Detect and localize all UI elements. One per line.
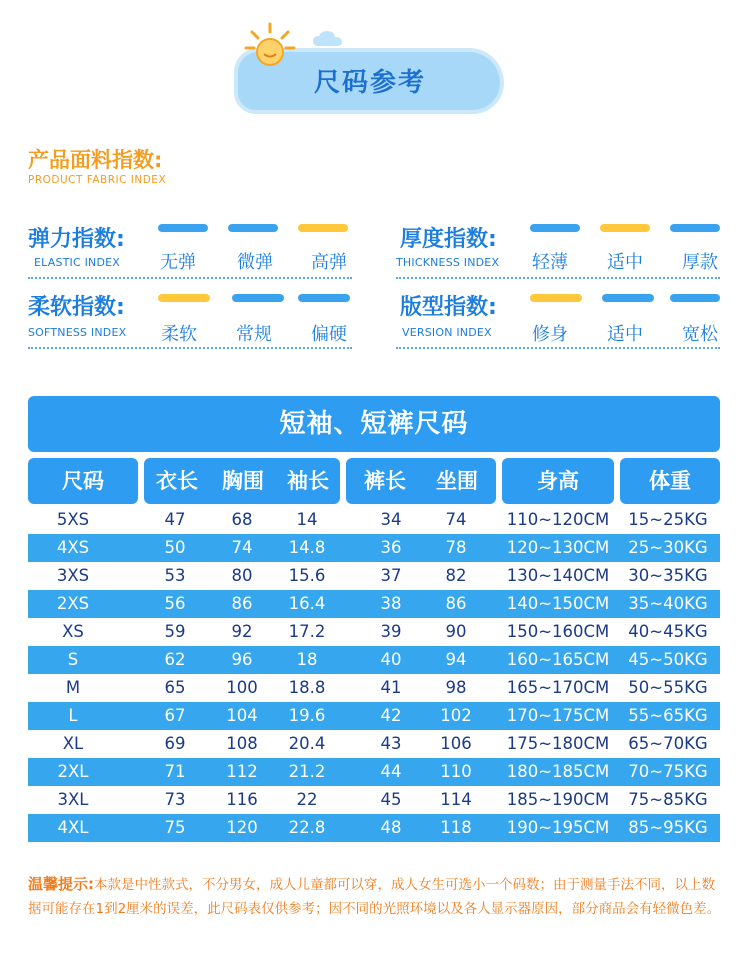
table-cell: 116 <box>226 790 258 809</box>
header-chest: 胸围 <box>222 469 264 493</box>
header-length: 衣长 <box>156 469 198 493</box>
table-cell: 22.8 <box>288 818 326 837</box>
table-cell: S <box>67 650 79 669</box>
table-cell: 140~150CM <box>506 594 610 613</box>
table-cell: 86 <box>231 594 253 613</box>
table-cell: 3XS <box>56 566 90 585</box>
table-cell: 165~170CM <box>506 678 610 697</box>
table-cell: 74 <box>231 538 253 557</box>
table-cell: 130~140CM <box>506 566 610 585</box>
dotted-divider <box>396 347 720 349</box>
table-cell: 47 <box>164 510 186 529</box>
table-row <box>28 730 720 758</box>
table-cell: 38 <box>380 594 402 613</box>
table-cell: 190~195CM <box>506 818 610 837</box>
table-cell: 50~55KG <box>628 678 708 697</box>
table-cell: 112 <box>226 762 258 781</box>
index-bar-selected <box>600 224 650 232</box>
table-cell: 34 <box>380 510 402 529</box>
table-cell: 2XS <box>56 594 90 613</box>
table-cell: 90 <box>445 622 467 641</box>
table-cell: 110 <box>440 762 472 781</box>
table-cell: M <box>65 678 81 697</box>
table-cell: 100 <box>226 678 258 697</box>
index-english: ELASTIC INDEX <box>34 256 121 269</box>
table-cell: 82 <box>445 566 467 585</box>
table-cell: 75 <box>164 818 186 837</box>
index-bar-selected <box>530 294 582 302</box>
table-cell: 45~50KG <box>628 650 708 669</box>
index-option: 高弹 <box>311 252 347 273</box>
index-bar <box>602 294 654 302</box>
table-cell: 39 <box>380 622 402 641</box>
table-cell: 30~35KG <box>628 566 708 585</box>
index-bar-selected <box>298 224 348 232</box>
table-cell: L <box>68 706 78 725</box>
table-cell: 68 <box>231 510 253 529</box>
table-cell: 37 <box>380 566 402 585</box>
table-cell: 78 <box>445 538 467 557</box>
tips-text: 本款是中性款式，不分男女，成人儿童都可以穿，成人女生可选小一个码数；由于测量手法不同，以上数据可能存在1到2厘米的误差，此尺码表仅供参考；因不同的光照环境以及各人显示器原因，部分商品会有轻微色差。 <box>28 877 721 917</box>
index-option: 适中 <box>607 324 643 345</box>
dotted-divider <box>28 277 352 279</box>
table-row <box>28 814 720 842</box>
dotted-divider <box>396 277 720 279</box>
table-cell: 75~85KG <box>628 790 708 809</box>
table-cell: 185~190CM <box>506 790 610 809</box>
table-cell: 71 <box>164 762 186 781</box>
table-cell: 56 <box>164 594 186 613</box>
table-cell: 170~175CM <box>506 706 610 725</box>
header-pants-length: 裤长 <box>364 469 406 493</box>
table-row <box>28 506 720 534</box>
table-cell: 14 <box>296 510 318 529</box>
table-cell: 25~30KG <box>628 538 708 557</box>
table-cell: 180~185CM <box>506 762 610 781</box>
table-cell: 92 <box>231 622 253 641</box>
table-cell: 2XL <box>57 762 89 781</box>
table-row <box>28 618 720 646</box>
table-cell: 110~120CM <box>506 510 610 529</box>
index-bar <box>298 294 350 302</box>
index-label: 柔软指数: <box>28 295 125 320</box>
table-row <box>28 786 720 814</box>
index-english: THICKNESS INDEX <box>396 256 500 269</box>
index-option: 厚款 <box>682 252 718 273</box>
table-cell: 120 <box>226 818 258 837</box>
table-row <box>28 674 720 702</box>
cloud-icon <box>312 30 346 48</box>
index-option: 轻薄 <box>532 252 568 273</box>
index-bar <box>158 224 208 232</box>
table-row <box>28 534 720 562</box>
table-cell: 18 <box>296 650 318 669</box>
table-cell: 15~25KG <box>628 510 708 529</box>
table-cell: 67 <box>164 706 186 725</box>
table-cell: 4XS <box>56 538 90 557</box>
table-row <box>28 702 720 730</box>
index-label: 版型指数: <box>400 295 497 320</box>
table-cell: 65~70KG <box>628 734 708 753</box>
table-cell: 175~180CM <box>506 734 610 753</box>
table-cell: 108 <box>226 734 258 753</box>
table-cell: 55~65KG <box>628 706 708 725</box>
fabric-index-subtitle: PRODUCT FABRIC INDEX <box>28 174 167 186</box>
index-english: VERSION INDEX <box>402 326 492 339</box>
table-cell: 20.4 <box>288 734 326 753</box>
table-cell: 15.6 <box>288 566 326 585</box>
table-row <box>28 758 720 786</box>
table-cell: 59 <box>164 622 186 641</box>
fabric-index-title: 产品面料指数: <box>28 148 163 172</box>
index-option: 柔软 <box>161 324 197 345</box>
table-cell: 21.2 <box>288 762 326 781</box>
table-cell: 48 <box>380 818 402 837</box>
table-cell: 44 <box>380 762 402 781</box>
index-label: 厚度指数: <box>400 227 497 252</box>
table-cell: 118 <box>440 818 472 837</box>
header-height: 身高 <box>502 458 614 504</box>
header-hip: 坐围 <box>436 469 478 493</box>
size-table-title: 短袖、短裤尺码 <box>28 396 720 452</box>
header-group-pants <box>346 458 496 504</box>
table-cell: 160~165CM <box>506 650 610 669</box>
table-row <box>28 562 720 590</box>
index-bar <box>228 224 278 232</box>
table-cell: 18.8 <box>288 678 326 697</box>
header-size: 尺码 <box>28 458 138 504</box>
index-bar <box>530 224 580 232</box>
index-bar <box>232 294 284 302</box>
table-cell: 120~130CM <box>506 538 610 557</box>
size-reference-badge <box>230 42 510 116</box>
table-cell: 40 <box>380 650 402 669</box>
table-cell: 35~40KG <box>628 594 708 613</box>
table-cell: 106 <box>440 734 472 753</box>
table-cell: 74 <box>445 510 467 529</box>
page-title: 尺码参考 <box>313 68 426 98</box>
table-row <box>28 646 720 674</box>
table-cell: 3XL <box>57 790 89 809</box>
table-cell: 70~75KG <box>628 762 708 781</box>
index-bar-selected <box>158 294 210 302</box>
dotted-divider <box>28 347 352 349</box>
table-cell: 14.8 <box>288 538 326 557</box>
table-cell: 85~95KG <box>628 818 708 837</box>
table-cell: 94 <box>445 650 467 669</box>
table-cell: 98 <box>445 678 467 697</box>
table-cell: 17.2 <box>288 622 326 641</box>
table-cell: 16.4 <box>288 594 326 613</box>
table-cell: 36 <box>380 538 402 557</box>
index-option: 常规 <box>236 324 272 345</box>
table-cell: 69 <box>164 734 186 753</box>
table-cell: 40~45KG <box>628 622 708 641</box>
table-cell: 42 <box>380 706 402 725</box>
table-cell: 65 <box>164 678 186 697</box>
index-label: 弹力指数: <box>28 227 125 252</box>
index-option: 偏硬 <box>311 324 347 345</box>
index-option: 无弹 <box>160 252 196 273</box>
index-option: 宽松 <box>682 324 718 345</box>
table-cell: 22 <box>296 790 318 809</box>
table-cell: 150~160CM <box>506 622 610 641</box>
index-option: 微弹 <box>237 252 273 273</box>
table-cell: 96 <box>231 650 253 669</box>
table-cell: 19.6 <box>288 706 326 725</box>
table-cell: 53 <box>164 566 186 585</box>
header-group-top <box>144 458 340 504</box>
table-row <box>28 590 720 618</box>
table-cell: XS <box>62 622 84 641</box>
index-option: 适中 <box>607 252 643 273</box>
table-cell: 4XL <box>57 818 89 837</box>
table-cell: 41 <box>380 678 402 697</box>
header-weight: 体重 <box>620 458 720 504</box>
table-cell: 45 <box>380 790 402 809</box>
table-cell: 86 <box>445 594 467 613</box>
index-bar <box>670 294 720 302</box>
table-cell: 114 <box>440 790 472 809</box>
table-cell: XL <box>62 734 84 753</box>
tips-label: 温馨提示: <box>28 875 94 893</box>
table-cell: 62 <box>164 650 186 669</box>
table-cell: 102 <box>440 706 472 725</box>
table-cell: 104 <box>226 706 258 725</box>
index-bar <box>670 224 720 232</box>
table-cell: 80 <box>231 566 253 585</box>
tips-note <box>28 872 724 921</box>
table-cell: 5XS <box>56 510 90 529</box>
index-option: 修身 <box>532 324 568 345</box>
table-cell: 50 <box>164 538 186 557</box>
header-sleeve: 袖长 <box>287 469 329 493</box>
index-english: SOFTNESS INDEX <box>28 326 127 339</box>
table-cell: 43 <box>380 734 402 753</box>
table-cell: 73 <box>164 790 186 809</box>
